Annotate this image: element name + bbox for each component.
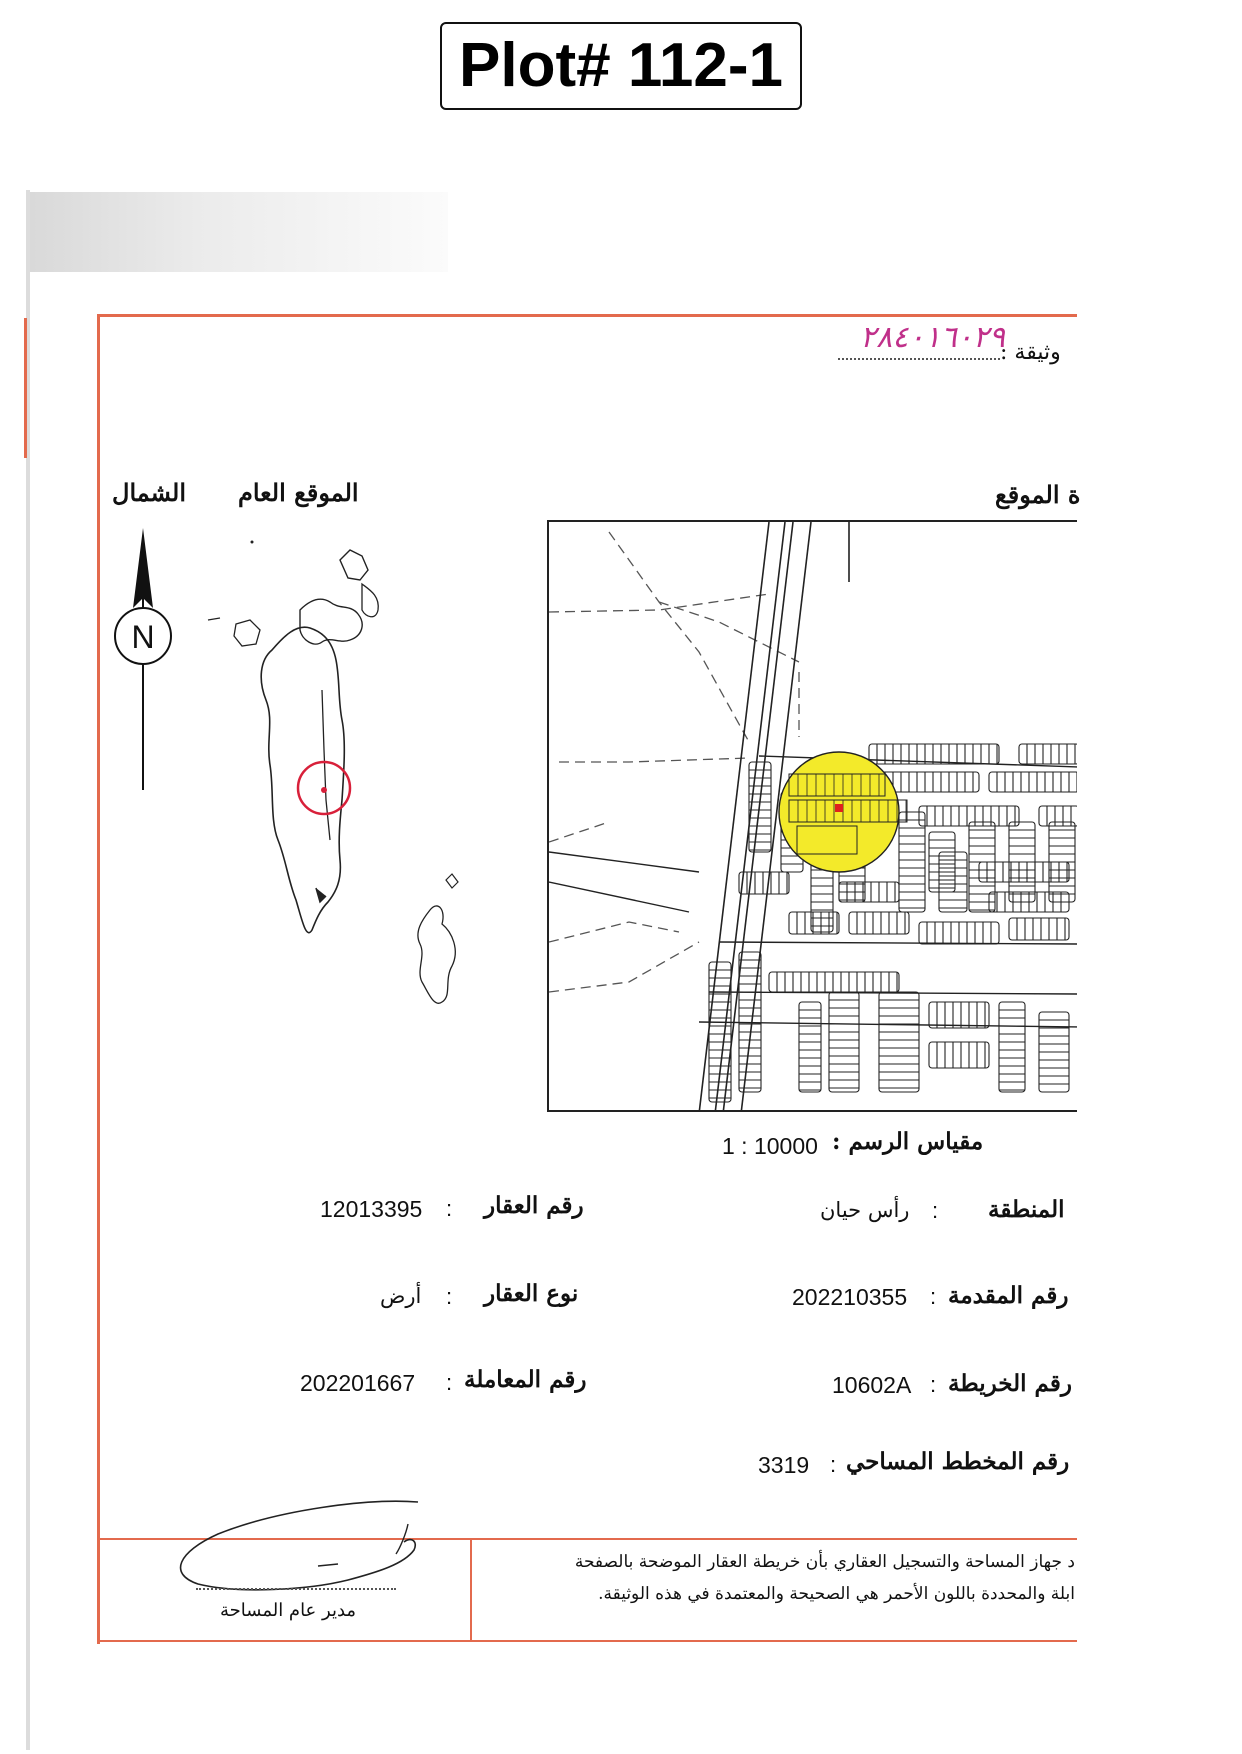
north-letter: N	[131, 619, 155, 655]
application-no-colon: :	[930, 1284, 937, 1309]
transaction-no-label: رقم المعاملة	[464, 1366, 587, 1393]
application-no-value: 202210355	[792, 1284, 908, 1310]
map-no-colon: :	[930, 1372, 937, 1397]
property-type-value: أرض	[380, 1284, 422, 1308]
frame-top-border	[97, 314, 1077, 317]
survey-plan-value: 3319	[758, 1452, 810, 1478]
property-no-colon: :	[446, 1196, 453, 1221]
document-number-label: وثيقة :	[1000, 340, 1061, 365]
signatory-title: مدير عام المساحة	[220, 1600, 357, 1621]
location-map	[547, 520, 1077, 1112]
north-arrow-icon	[108, 528, 178, 798]
survey-plan-colon: :	[830, 1452, 837, 1477]
certification-line-2: ابلة والمحددة باللون الأحمر هي الصحيحة والمعتمدة في هذه الوثيقة.	[598, 1584, 1075, 1604]
director-signature	[168, 1494, 428, 1594]
scan-red-edge	[24, 318, 27, 458]
survey-plan-label: رقم المخطط المساحي	[846, 1448, 1070, 1475]
north-heading: الشمال	[112, 478, 187, 507]
region-colon: :	[932, 1198, 939, 1223]
property-no-label: رقم العقار	[484, 1192, 584, 1219]
general-location-map	[190, 540, 480, 1070]
general-location-heading: الموقع العام	[238, 478, 359, 507]
plot-title: Plot# 112-1	[440, 22, 802, 110]
document-number-dots	[838, 358, 1000, 360]
property-type-colon: :	[446, 1284, 453, 1309]
transaction-no-colon: :	[446, 1370, 453, 1395]
map-no-value: 10602A	[832, 1372, 912, 1398]
frame-left-border	[97, 314, 100, 1644]
region-label: المنطقة	[988, 1196, 1065, 1223]
transaction-no-value: 202201667	[300, 1370, 416, 1396]
application-no-label: رقم المقدمة	[948, 1282, 1069, 1309]
plot-marker	[835, 804, 843, 812]
property-no-value: 12013395	[320, 1196, 423, 1222]
signature-dots	[196, 1588, 396, 1590]
certification-line-1: د جهاز المساحة والتسجيل العقاري بأن خريطة العقار الموضحة بالصفحة	[574, 1552, 1075, 1572]
frame-divider-vertical	[470, 1538, 472, 1642]
document-number-handwritten: ٢٨٤٠١٦٠٢٩	[860, 320, 1006, 355]
map-no-label: رقم الخريطة	[948, 1370, 1072, 1397]
location-map-drawing	[549, 522, 1077, 1112]
region-value: رأس حيان	[820, 1198, 910, 1222]
scale-value: 1 : 10000	[722, 1133, 818, 1159]
scale-label: مقياس الرسم :	[832, 1128, 984, 1155]
scan-shadow	[28, 192, 448, 272]
location-map-heading: ة الموقع	[995, 480, 1081, 509]
frame-bottom-border	[97, 1640, 1077, 1642]
property-type-label: نوع العقار	[484, 1280, 579, 1307]
